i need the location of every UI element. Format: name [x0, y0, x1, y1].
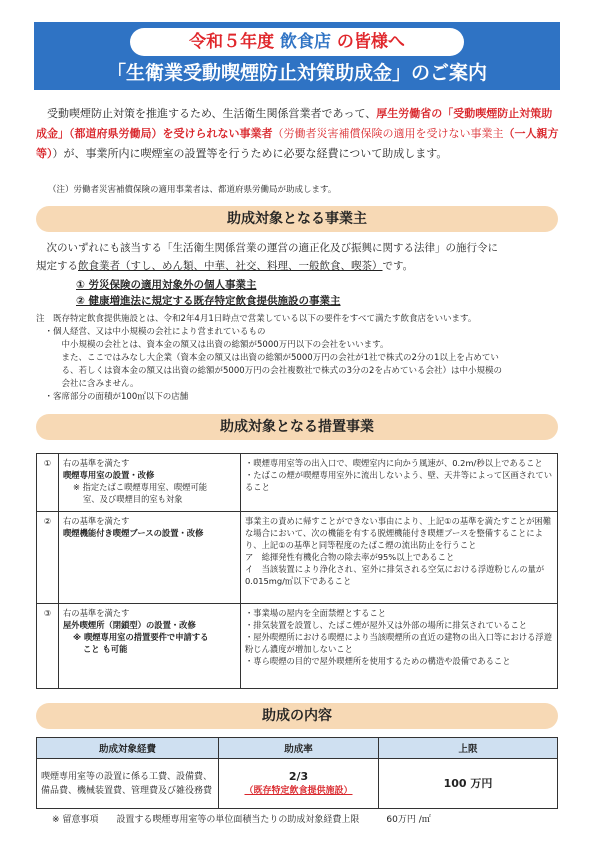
criteria-line: ・事業場の屋内を全面禁煙とすること — [245, 608, 387, 618]
footnote: ※ 留意事項 設置する喫煙専用室等の単位面積当たりの助成対象経費上限 60万円 /㎡ — [52, 815, 431, 825]
note-line: る、若しくは資本金の額又は出資の総額が5000万円の会社複数社で株式の3分の2を占めている会社）は中小規模の — [36, 366, 502, 376]
measure-sub: こと も可能 — [83, 644, 128, 654]
measure-number: ③ — [37, 604, 59, 689]
column-header: 助成率 — [219, 738, 379, 759]
intro-paragraph — [36, 104, 560, 164]
page-title: 「生衛業受動喫煙防止対策助成金」のご案内 — [106, 62, 487, 84]
measure-criteria-cell — [241, 454, 558, 512]
intro-text-1: 受動喫煙防止対策を推進するため、生活衛生関係営業者であって、 — [47, 107, 377, 120]
targets-text — [36, 239, 560, 275]
note-line: また、ここではみなし大企業（資本金の額又は出資の総額が5000万円の会社が1社で株式の2分の1以上を占めてい — [36, 353, 499, 363]
measure-criteria-cell — [241, 604, 558, 689]
criteria-line: 事業主の責めに帰すことができない事由により、上記①の基準を満たすことが困難な場合において、次の機能を有する脱煙機能付き喫煙ブースを整備することにより、上記①の基準と同等程度のたばこ煙の流出防止を行うこと — [245, 516, 552, 550]
audience-pill — [130, 28, 464, 56]
table-row — [37, 512, 558, 604]
audience-suffix: の皆様へ — [336, 32, 405, 52]
rate-note: （既存特定飲食提供施設） — [244, 785, 353, 796]
expense-cell: 喫煙専用室等の設置に係る工費、設備費、備品費、機械装置費、管理費及び雑役務費 — [37, 759, 219, 809]
measure-sub: ※ 喫煙専用室の措置要件で申請する — [73, 632, 209, 642]
content-table — [36, 737, 558, 809]
criteria-line: ・排気装置を設置し、たばこ煙が屋外又は外部の場所に排気されていること — [245, 620, 528, 630]
note-line: 会社に含みません。 — [36, 379, 139, 389]
table-row — [37, 759, 558, 809]
table-row — [37, 604, 558, 689]
measure-lead: 右の基準を満たす — [63, 516, 130, 526]
header-banner — [34, 22, 560, 90]
measure-sub: 室、及び喫煙目的室も対象 — [83, 494, 183, 504]
target-item-1: ① 労災保険の適用対象外の個人事業主 — [76, 279, 257, 291]
measure-name-cell — [59, 512, 241, 604]
criteria-line: イ 当該装置により浄化され、室外に排気される空気における浮遊粉じんの量が0.015mg/㎥以下であること — [245, 564, 545, 586]
section-heading-content: 助成の内容 — [36, 703, 558, 729]
note-line: ・客席部分の面積が100㎡以下の店舗 — [36, 392, 189, 402]
criteria-line: ・専ら喫煙の目的で屋外喫煙所を使用するための構造や設備であること — [245, 656, 511, 666]
column-header: 上限 — [379, 738, 558, 759]
table-row — [37, 454, 558, 512]
targets-line-2c: です。 — [382, 260, 414, 272]
measure-name: 屋外喫煙所（閉鎖型）の設置・改修 — [63, 620, 196, 630]
intro-text-4: （一人親方等） — [36, 127, 559, 160]
intro-note: （注）労働者災害補償保険の適用事業者は、都道府県労働局が助成します。 — [48, 185, 337, 195]
measure-sub: ※ 指定たばこ喫煙専用室、喫煙可能 — [73, 482, 208, 492]
targets-line-2b: 飲食業者（すし、めん類、中華、社交、料理、一般飲食、喫茶） — [78, 260, 383, 272]
criteria-line: ・喫煙専用室等の出入口で、喫煙室内に向かう風速が、0.2m/秒以上であること — [245, 458, 543, 468]
measure-name-cell — [59, 454, 241, 512]
rate-value: 2/3 — [288, 769, 309, 783]
measure-name: 喫煙専用室の設置・改修 — [63, 470, 155, 480]
rate-cell — [219, 759, 379, 809]
criteria-line: ア 総揮発性有機化合物の除去率が95%以上であること — [245, 552, 455, 562]
intro-text-3: （労働者災害補償保険の適用を受けない事業主 — [272, 127, 504, 140]
measure-lead: 右の基準を満たす — [63, 458, 130, 468]
note-line: 注 既存特定飲食提供施設とは、令和2年4月1日時点で営業している以下の要件をすべて満たす飲食店をいいます。 — [36, 314, 477, 324]
intro-text-2: 厚生労働省の「受動喫煙防止対策助成金」（都道府県労働局）を受けられない事業者 — [36, 107, 553, 140]
note-line: 中小規模の会社とは、資本金の額又は出資の総額が5000万円以下の会社をいいます。 — [36, 340, 389, 350]
fiscal-year: 令和５年度 — [189, 32, 275, 52]
section-heading-targets: 助成対象となる事業主 — [36, 206, 558, 232]
note-line: ・個人経営、又は中小規模の会社により営まれているもの — [36, 327, 266, 337]
targets-line-1: 次のいずれにも該当する「生活衛生関係営業の運営の適正化及び振興に関する法律」の施行令に — [46, 242, 498, 254]
measure-number: ① — [37, 454, 59, 512]
measure-number: ② — [37, 512, 59, 604]
targets-note — [36, 313, 560, 404]
target-item-2: ② 健康増進法に規定する既存特定飲食提供施設の事業主 — [76, 295, 341, 307]
targets-items — [76, 277, 341, 309]
measure-name-cell — [59, 604, 241, 689]
column-header: 助成対象経費 — [37, 738, 219, 759]
measure-lead: 右の基準を満たす — [63, 608, 130, 618]
audience: 飲食店 — [280, 32, 331, 52]
section-heading-measures: 助成対象となる措置事業 — [36, 414, 558, 440]
measure-name: 喫煙機能付き喫煙ブースの設置・改修 — [63, 528, 204, 538]
targets-line-2 — [36, 257, 560, 275]
limit-cell: 100 万円 — [379, 759, 558, 809]
measure-criteria-cell — [241, 512, 558, 604]
targets-line-2a: 規定する — [36, 260, 78, 272]
criteria-line: ・屋外喫煙所における喫煙により当該喫煙所の直近の建物の出入口等における浮遊粉じん濃度が増加しないこと — [245, 632, 552, 654]
criteria-line: ・たばこの煙が喫煙専用室外に流出しないよう、壁、天井等によって区画されていること — [245, 470, 552, 492]
intro-text-5: ）が、事業所内に喫煙室の設置等を行うために必要な経費について助成します。 — [52, 147, 448, 160]
table-header-row — [37, 738, 558, 759]
measures-table — [36, 453, 558, 689]
